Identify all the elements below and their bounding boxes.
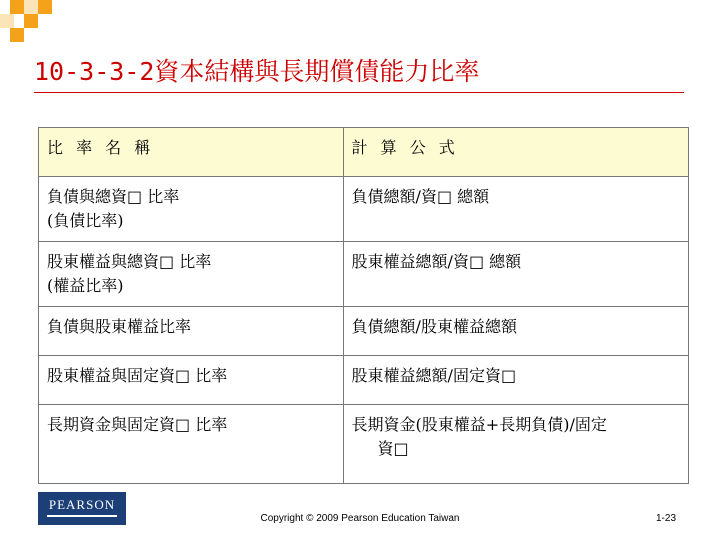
ratio-name-cell [39, 307, 344, 356]
ratio-name: 負債與股東權益比率 [47, 317, 192, 336]
slide-title: 10-3-3-2資本結構與長期償債能力比率 [34, 57, 480, 86]
ratio-name: 股東權益與總資□ 比率 [47, 252, 212, 271]
formula: 負債總額∕資□ 總額 [351, 187, 490, 206]
formula-cell [343, 242, 688, 307]
table-row [39, 177, 689, 242]
formula: 長期資金(股東權益+長期負債)∕固定 [351, 415, 607, 434]
deco-square [24, 0, 38, 14]
ratio-name-cell [39, 242, 344, 307]
formula-cell [343, 177, 688, 242]
ratio-name: 長期資金與固定資□ 比率 [47, 415, 228, 434]
ratio-table [38, 127, 689, 484]
logo-text: PEARSON [48, 497, 116, 512]
header-formula: 計 算 公 式 [343, 128, 688, 177]
formula-cell [343, 405, 688, 484]
copyright-text: Copyright © 2009 Pearson Education Taiwan [260, 513, 460, 524]
ratio-name: 股東權益與固定資□ 比率 [47, 366, 228, 385]
formula-continuation: 資□ [377, 439, 409, 458]
table-row [39, 242, 689, 307]
formula-cell [343, 307, 688, 356]
title-underline [34, 92, 684, 93]
formula: 股東權益總額∕資□ 總額 [351, 252, 522, 271]
table-header-row [39, 128, 689, 177]
deco-square [10, 0, 24, 14]
table-row [39, 356, 689, 405]
ratio-name-cell [39, 405, 344, 484]
deco-square [24, 14, 38, 28]
page-number: 1-23 [655, 513, 676, 524]
decorative-squares [0, 0, 60, 40]
header-ratio-name: 比 率 名 稱 [39, 128, 344, 177]
ratio-name-cell [39, 356, 344, 405]
table-row [39, 307, 689, 356]
deco-square [38, 0, 52, 14]
formula: 股東權益總額∕固定資□ [351, 366, 517, 385]
ratio-name-cell [39, 177, 344, 242]
deco-square [0, 14, 14, 28]
ratio-name: 負債與總資□ 比率 [47, 187, 180, 206]
formula-cell [343, 356, 688, 405]
table-row [39, 405, 689, 484]
ratio-alias: (負債比率) [47, 211, 124, 230]
ratio-alias: (權益比率) [47, 276, 124, 295]
formula: 負債總額∕股東權益總額 [351, 317, 517, 336]
deco-square [10, 28, 24, 42]
